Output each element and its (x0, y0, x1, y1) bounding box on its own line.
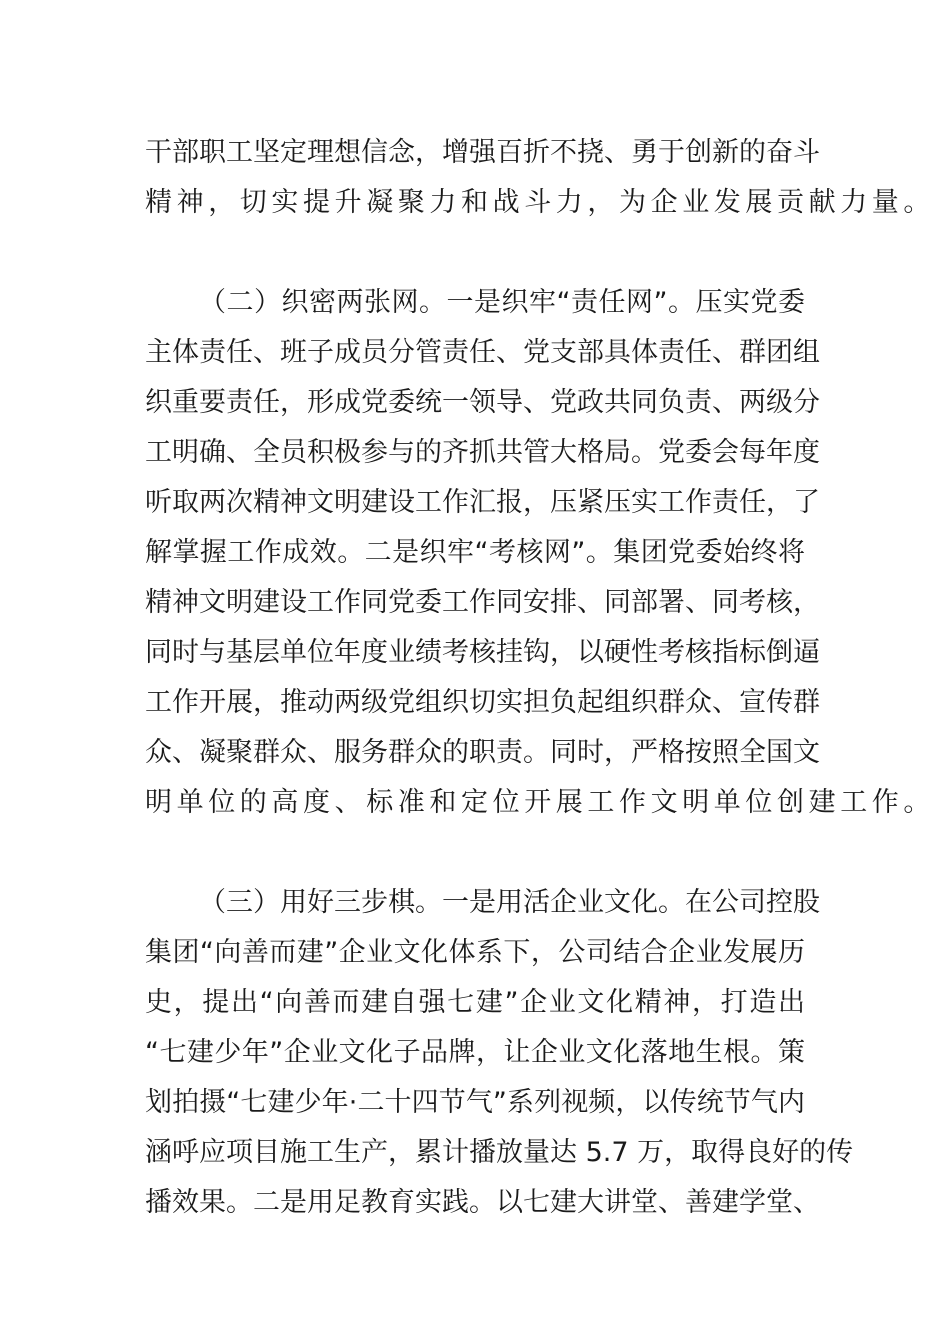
p2-line-1: （二）织密两张网。一是织牢“责任网”。压实党委 (199, 287, 805, 318)
p1-line-1: 干部职工坚定理想信念，增强百折不挠、勇于创新的奋斗 (145, 137, 820, 168)
p2-line-9: 工作开展，推动两级党组织切实担负起组织群众、宣传群 (145, 687, 820, 718)
p3-line-5: 划拍摄“七建少年·二十四节气”系列视频，以传统节气内 (145, 1087, 805, 1118)
p2-line-7: 精神文明建设工作同党委工作同安排、同部署、同考核， (145, 587, 820, 618)
p3-line-6: 涵呼应项目施工生产，累计播放量达 5.7 万，取得良好的传 (145, 1137, 854, 1168)
p1-line-2: 精神，切实提升凝聚力和战斗力，为企业发展贡献力量。 (145, 187, 935, 218)
p3-line-1: （三）用好三步棋。一是用活企业文化。在公司控股 (199, 887, 820, 918)
p3-line-7: 播效果。二是用足教育实践。以七建大讲堂、善建学堂、 (145, 1187, 820, 1218)
p3-line-4: “七建少年”企业文化子品牌，让企业文化落地生根。策 (145, 1037, 805, 1068)
p3-line-2: 集团“向善而建”企业文化体系下，公司结合企业发展历 (145, 937, 805, 968)
p2-line-3: 织重要责任，形成党委统一领导、党政共同负责、两级分 (145, 387, 820, 418)
p3-line-3: 史，提出“向善而建自强七建”企业文化精神，打造出 (145, 987, 805, 1018)
p2-line-11: 明单位的高度、标准和定位开展工作文明单位创建工作。 (145, 787, 935, 818)
p2-line-6: 解掌握工作成效。二是织牢“考核网”。集团党委始终将 (145, 537, 805, 568)
p2-line-4: 工明确、全员积极参与的齐抓共管大格局。党委会每年度 (145, 437, 820, 468)
p2-line-5: 听取两次精神文明建设工作汇报，压紧压实工作责任，了 (145, 487, 820, 518)
p2-line-2: 主体责任、班子成员分管责任、党支部具体责任、群团组 (145, 337, 820, 368)
p2-line-8: 同时与基层单位年度业绩考核挂钩，以硬性考核指标倒逼 (145, 637, 820, 668)
p2-line-10: 众、凝聚群众、服务群众的职责。同时，严格按照全国文 (145, 737, 820, 768)
